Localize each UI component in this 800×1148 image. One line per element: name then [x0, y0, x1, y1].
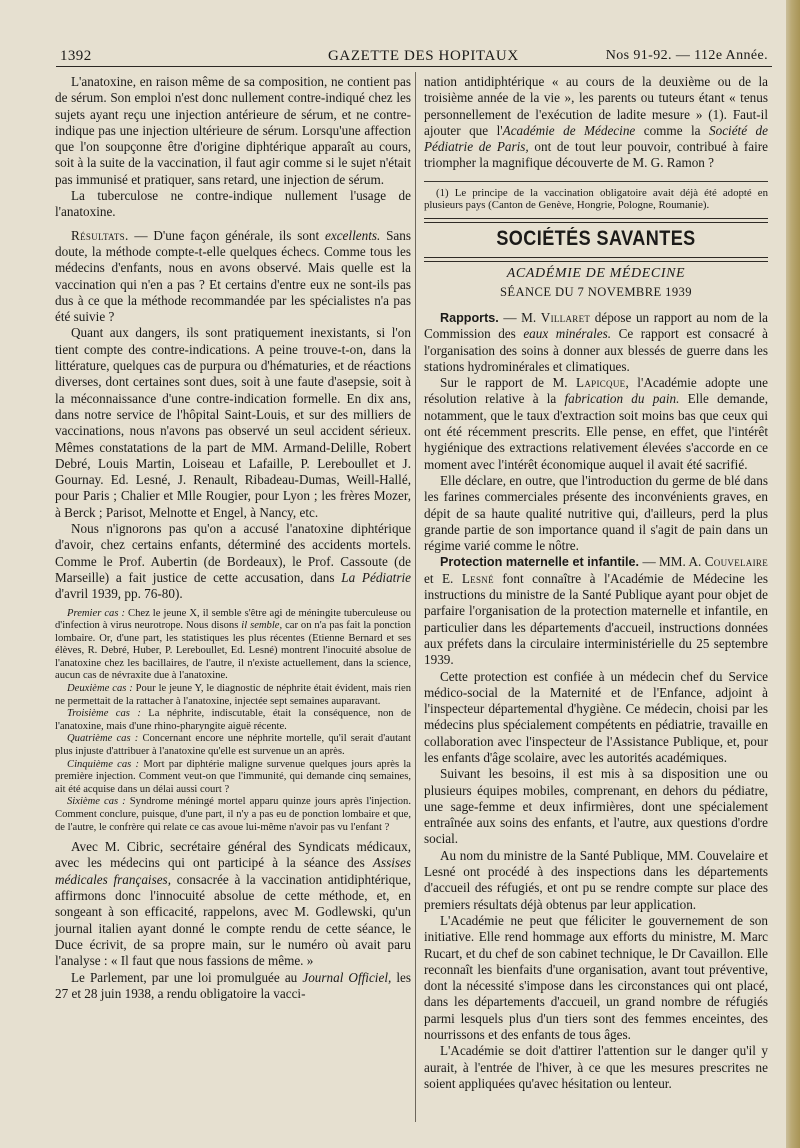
text-run: Avec M. Cibric, secrétaire général des Syndicats médicaux, avec les médecins qui ont participé à la séance des [55, 839, 411, 871]
paragraph: Au nom du ministre de la Santé Publique, MM. Couvelaire et Lesné ont procédé à des inspections dans les départements d'accueil des réfugiés, et ont pu se rendre compte sur place des premiers résultats déjà obtenus par leur application. [424, 847, 768, 912]
text-run: dépose un rapport au nom de la Commission des [424, 309, 768, 342]
paragraph [55, 521, 411, 602]
case-label: Premier cas : [67, 607, 125, 619]
paragraph [424, 74, 768, 172]
text-run: Pour le jeune Y, le diagnostic de néphrite était évident, mais rien ne permettait de la rattacher à l'anatoxine, injectée sept semaines auparavant. [55, 683, 412, 707]
session-date: SÉANCE DU 7 NOVEMBRE 1939 [500, 284, 692, 299]
results-label: Résultats. [71, 227, 129, 243]
text-run: La néphrite, indiscutable, était la conséquence, non de l'anatoxine, mais d'une rhino-pharyngite aiguë récente. [55, 708, 411, 732]
emphasis: La Pédiatrie [341, 569, 411, 585]
case-label: Sixième cas : [67, 796, 126, 808]
rubric-label: Protection maternelle et infantile. [440, 555, 640, 570]
case-note [55, 608, 411, 684]
person-name: Couvelaire [704, 554, 768, 570]
case-label: Quatrième cas : [67, 733, 139, 745]
paragraph [55, 228, 411, 326]
section-rule-top [424, 218, 768, 223]
text-run: Elle demande, notamment, que le taux d'extraction soit moins bas que ceux qui ont été récemment prescrits. Elle pense, en effet, que l'intérêt hygiénique des extractions relativement élevées s'accorde en ce moment avec l'intérêt économique auquel il avait été sacrifié. [424, 391, 768, 472]
text-run: — D'une façon générale, ils sont [128, 227, 325, 243]
left-column [55, 74, 411, 1002]
text-run: Concernant encore une néphrite mortelle, qu'il serait d'autant plus injuste d'attribuer à l'anatoxine qu'elle est survenue un an après. [55, 733, 411, 758]
header-rule [56, 66, 772, 67]
case-label: Troisième cas : [67, 708, 141, 720]
emphasis: eaux minérales. [523, 326, 612, 342]
text-run: nation antidiphtérique « au cours de la deuxième ou de la troisième année de la vie », les parents ou tuteurs étant « tenus personnellement de l'exécution de ladite mesure » (1). Faut-il ajouter que l' [424, 74, 768, 138]
column-divider [415, 72, 416, 1122]
text-run: Le Parlement, par une loi promulguée au [71, 969, 303, 985]
text-run: font connaître à l'Académie de Médecine les instructions du ministre de la Santé Publique ayant pour objet de parfaire l'organisation de la protection maternelle et infantile, en particulier dans les départements d'accueil, instructions données aux préfets dans la circulaire interministérielle du 25 septembre 1939. [424, 570, 768, 668]
case-note [55, 733, 411, 758]
paragraph: Cette protection est confiée à un médecin chef du Service médico-social de la Maternité et de l'Enfance, adjoint à l'inspecteur départemental d'hygiène. Ce médecin, choisi par les médecins plus spécialement compétents en pédiatrie, travaille en collaboration avec l'inspecteur de l'Assistance Publique, et, pour les enfants d'âge scolaire, avec les autorités académiques. [424, 668, 768, 765]
text-run: Mort par diphtérie maligne survenue quelques jours après la première injection. Comment veut-on que l'immunité, qui demande cinq semaines, ait été acquise dans un délai aussi court ? [55, 758, 411, 795]
text-run: Sur le rapport de M. [440, 375, 576, 391]
emphasis: Société de Pédiatrie de Paris, [424, 122, 768, 155]
text-run: Ce rapport est consacré à l'organisation des soins à donner aux blessés de guerre dans les stations hydrominérales et climatiques. [424, 326, 769, 374]
paragraph: La tuberculose ne contre-indique nullement l'usage de l'anatoxine. [55, 188, 411, 220]
text-run: Chez le jeune X, il semble s'être agi de méningite tuberculeuse ou d'infection à virus neurotrope. Nous disons [55, 607, 411, 632]
emphasis: Académie de Médecine [502, 122, 636, 138]
page-edge [786, 0, 800, 1148]
text-run: d'avril 1939, pp. 76-80). [55, 586, 183, 602]
paragraph: Elle déclare, en outre, que l'introduction du germe de blé dans les farines commerciales présente des inconvénients graves, en dépit de sa haute qualité nutritive qui, d'ailleurs, perd la plus grande partie de son importance quand il s'agit de pain dans un régime varié comme le nôtre. [424, 472, 768, 554]
paragraph: L'Académie se doit d'attirer l'attention sur le danger qu'il y aurait, à l'entrée de l'hiver, à ce que les mesures prescrites ne soient appliquées qu'avec hésitation ou lenteur. [424, 1043, 768, 1091]
text-run: comme la [635, 122, 709, 138]
right-column [424, 74, 768, 1092]
emphasis: il semble, [241, 620, 283, 632]
case-note [55, 759, 411, 797]
paragraph [424, 375, 768, 473]
text-run: ont de tout leur pouvoir, contribué à faire triompher la magnifique découverte de M. G. Ramon ? [424, 139, 768, 171]
emphasis: Assises médicales françaises, [55, 855, 411, 887]
text-run: Syndrome méningé mortel apparu quinze jours après l'injection. Comment conclure, puisque, d'une part, il n'y a pas eu de ponction lombaire et que, de l'autre, le confrère qui relate ce cas avoue lui-même n'avoir pas vu l'enfant ? [55, 796, 411, 833]
emphasis: Journal Officiel, [302, 969, 392, 985]
page-header [60, 44, 768, 66]
paragraph: Quant aux dangers, ils sont pratiquement inexistants, si l'on tient compte des contre-indications. A peine trouve-t-on, dans la littérature, quelques cas de purpura ou d'hématuries, et de réactions diverses, dont certaines sont dues, soit à une faute d'asepsie, soit à la méconnaissance d'une contre-indication formelle. En dix ans, dans notre service de l'hôpital Saint-Louis, et sur des milliers de vaccinations, nous n'avons pas observé un seul accident sérieux. Mêmes constatations de la part de MM. Armand-Delille, Robert Debré, Louis Martin, Loiseau et Lafaille, P. Lereboullet et J. Gournay. Ed. Lesné, J. Renault, Ribadeau-Dumas, Weill-Hallé, pour Paris ; Chalier et Mlle Rougier, pour Lyon ; les frères Mozer, à Berck ; Parisot, Melnotte et Engel, à Nancy, etc. [55, 325, 411, 520]
text-run: Nous n'ignorons pas qu'on a accusé l'anatoxine diphtérique d'avoir, chez certains enfants, déterminé des accidents mortels. Comme le Prof. Aubertin (de Bordeaux), le Prof. Cassoute (de Marseille) a fait justice de cette accusation, dans [55, 521, 411, 585]
case-label: Deuxième cas : [67, 683, 133, 695]
issue-number: Nos 91-92. — 112e Année. [605, 48, 768, 63]
paragraph [424, 310, 768, 375]
paragraph [424, 554, 768, 668]
emphasis: excellents. [325, 227, 381, 243]
text-run: consacrée à la vaccination antidiphtérique, affirmons donc l'innocuité absolue de cette méthode, et, en songeant à son efficacité, rappelons, avec M. Godlewski, qu'un journal italien ayant donné le compte rendu de cette séance, le Duce écrivit, de sa propre main, sur le numéro où avait paru l'analyse : « Il faut que nous fassions de même. » [55, 871, 411, 969]
case-note [55, 683, 411, 708]
text-run: — MM. A. [639, 554, 705, 570]
emphasis: fabrication du pain. [564, 391, 680, 407]
text-run: et E. [424, 570, 462, 586]
page-number: 1392 [60, 48, 92, 64]
case-note [55, 708, 411, 733]
paragraph [55, 970, 411, 1003]
person-name: Villaret [540, 309, 591, 325]
rubric-label: Rapports. [440, 310, 499, 325]
footnote-rule [424, 181, 768, 182]
footnote: (1) Le principe de la vaccination obligatoire avait déjà été adopté en plusieurs pays (Canton de Genève, Hongrie, Pologne, Roumanie). [424, 186, 768, 212]
case-label: Cinquième cas : [67, 758, 140, 770]
journal-title: GAZETTE DES HOPITAUX [328, 48, 519, 64]
text-run: — M. [498, 309, 541, 325]
paragraph: L'anatoxine, en raison même de sa composition, ne contient pas de sérum. Son emploi n'est donc nullement contre-indiqué chez les sujets ayant reçu une injection antérieure de sérum, et ne contre-indique pas une injection ultérieure de sérum. Lorsqu'une affection que l'on soupçonne être d'origine diphtérique apparaît au cours, soit à la suite de la vaccination, il faut agir comme si le sujet n'était pas immunisé et pratiquer, sans retard, une injection de sérum. [55, 74, 411, 187]
paragraph: Suivant les besoins, il est mis à sa disposition une ou plusieurs équipes mobiles, comprenant, en dehors du pédiatre, une sage-femme et deux infirmières, dont une spécialement entraînée aux soins des enfants, et l'autre, aux questions d'ordre social. [424, 766, 768, 847]
paragraph [55, 839, 411, 969]
academy-heading: ACADÉMIE DE MÉDECINE [506, 265, 686, 281]
case-note [55, 796, 411, 834]
text-run: car on n'a pas fait la ponction lombaire. Or, d'une part, les statistiques les plus récentes (Etienne Bernard et ses élèves, R. Debré, Huber, P. Lereboullet, Ed. Lesné) montrent l'inocuité absolue de l'anatoxine chez les bacillaires, de l'autre, il n'existe actuellement, dans la science, aucun cas de névraxite due à l'anatoxine. [55, 620, 411, 682]
text-run: , l'Académie adopte une résolution relative à la [424, 375, 769, 407]
text-run: Sans doute, la méthode compte-t-elle quelques échecs. Comme tous les médecins d'enfants, nous en avons observé. Mais quelle est la vaccination qui n'en a pas ? Et certains d'entre eux ne sont-ils pas dus à ce que la méthode recommandée par les spécialistes n'a pas été suivie ? [55, 227, 411, 325]
text-run: les 27 et 28 juin 1938, a rendu obligatoire la vacci- [55, 969, 411, 1001]
section-title: SOCIÉTÉS SAVANTES [496, 226, 696, 250]
person-name: Lesné [461, 570, 494, 586]
paragraph: L'Académie ne peut que féliciter le gouvernement de son initiative. Elle rend hommage aux efforts du ministre, M. Marc Rucart, et du chef de son cabinet technique, le Dr Cavaillon. Elle reconnaît les bienfaits d'une organisation, avant tout préventive, dont la nécessité s'impose dans les circonstances qui ont placé, dans les départements d'accueil, un grand nombre de réfugiés parmi lesquels plus d'un tiers sont des femmes enceintes, des nourrissons et des enfants de tous âges. [424, 912, 768, 1043]
section-rule-bottom [424, 257, 768, 262]
person-name: Lapicque [576, 375, 626, 391]
